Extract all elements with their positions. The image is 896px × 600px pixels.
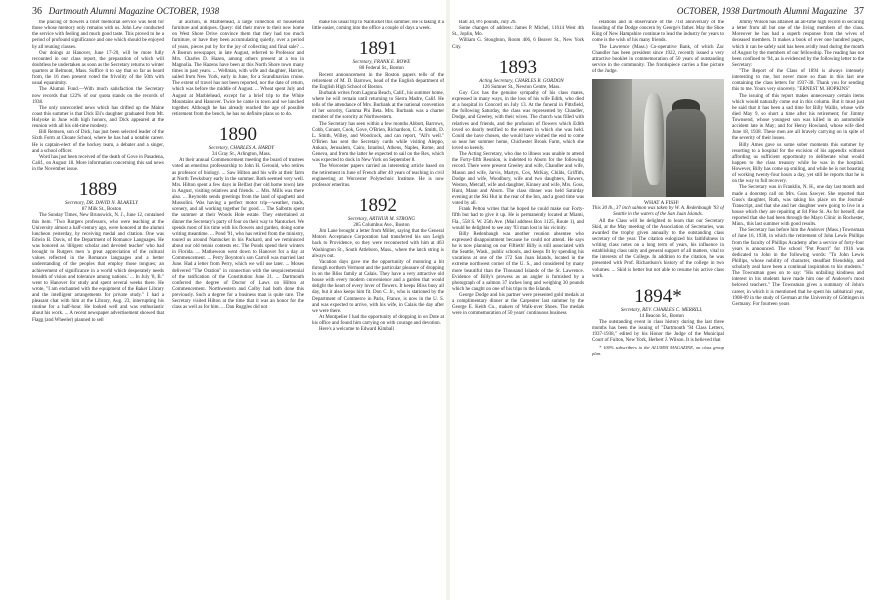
news-paragraph: Jimmy Wilson has attained an all-time high record in securing a letter from all but one of the living members of the class. Moreover he has had a superb response from the wives of deceased members. It makes a book of over one hundred pages, which it can be safely said has been avidly read during the month of August by the members of our fellowship. The reading has not been confined to '94, as is evidenced by the following letter to the Secretary: [732, 20, 864, 68]
news-paragraph: the placing of flowers a brief memorial service was held for those whose memory only remains with us. John Lew conducted the service with feeling and much good taste. This proved to be a period of profound significance and one which should be enjoyed by all reuning classes. [32, 20, 164, 50]
secretary-address: 80 Federal St., Boston [359, 66, 404, 72]
news-paragraph: Burbank writes from Laguna Beach, Calif., his summer home, where he will remain until returning to Sierra Madre, Calif. He tells of the attendance of Mrs. Burbank at the national convention of her sorority, Gamma Phi Beta. Mrs. Burbank was a charter member of the sorority at Northwestern. [312, 90, 444, 121]
news-paragraph: "The Report of the Class of 1894 is always intensely interesting to me, but never more so than in this last one containing the class letters for 1937-38. Thank you for sending this to me. Yours very sincerely. "ERNEST M. HOPKINS" [732, 69, 864, 93]
news-paragraph: The Secretary has before him the Andover (Mass.) Townsman of June 16, 1938, in which the retirement of John Lewis Phillips from the faculty of Phillips Academy after a service of forty-four years is announced. The school "Pot Pourri" for 1916 was dedicated to John in the following words: "To John Lewis Phillips, whose nobility of character, steadfast friendship, and scholarly zeal have been a continual inspiration to his students." The Townsman goes on to say: "His unfailing kindness and interest in his students have made him one of Andover's most beloved teachers." The Townsman gives a summary of John's career, in which it is mentioned that he spent his sabbatical year, 1908-09 in the study of German at the University of Göttingen in Germany. For fourteen years [732, 228, 864, 307]
class-year-heading: 1893 [499, 56, 537, 78]
news-paragraph: William G. Stoughton, Room 406, 6 Beaver St., New York City. [452, 38, 584, 50]
secretary-address: 34 Gray St., Arlington, Mass. [212, 152, 271, 158]
news-paragraph: relations and in observance of the 71st anniversary of the founding of the Dodge concern by George's father. May the Shoe King of New Hampshire continue to lead the industry for years to come is the wish of his many friends. [592, 20, 724, 44]
left-page [0, 0, 446, 600]
news-paragraph: The Secretary has seen within a few months Abbott, Barrows, Cobb, Conant, Cook, Gove, O'Brien, Richardson, C. A. Smith, D. L. Smith, Willey, and Woodcock, and can report, "All's well." O'Brien has sent the Secretary cards while visiting Aleppo, Ankara, Jerusalem, Cairo, Istanbul, Athens, Naples, Rome, and Geneva, and from the latter he expected to sail on the Rex, which was expected to dock in New York on September 8. [312, 121, 444, 164]
news-paragraph: The only unrecorded news which has drifted up the Maine coast this summer is that Dick Eli's daughter graduated from Mt. Holyoke in June with high honors, and Dick appeared at the reunion with all his old-time modesty. [32, 105, 164, 130]
news-paragraph: Jim Lane brought a letter from Miller, saying that the General Motors Acceptance Corporation had transferred his son Leigh back to Providence, so they were reconnected with him at 463 Washington St., South Attleboro, Mass., where the latch string is always out. [312, 229, 444, 259]
news-paragraph: George Dodge and his partner were presented gold medals at a complimentary dinner at the Carpenter last summer by the George E. Keith Co., makers of Walk-over Shoes. The medals were in commemoration of 50 years' continuous business [452, 293, 584, 317]
news-paragraph: At Montpelier I had the opportunity of dropping in on Dote at his office and found him carrying on with courage and devotion. [312, 314, 444, 326]
column [452, 20, 584, 598]
photo-caption [592, 200, 724, 218]
class-year-heading: 1894* [634, 285, 682, 307]
news-paragraph: Guy Cox has the genuine sympathy of his class mates, expressed in many ways, in the loss of his wife Edith, who died at a hospital in Concord on July 13. At the funeral in Pittsfield, the following Saturday, the class was represented by Chandler, Dodge, and Greeley, with their wives. The church was filled with relatives and friends, and the profusion of flowers which Edith loved so dearly testified to the esteem in which she was held. Could she have chosen, she would have wished the end to come so near her summer home, Chichester Brook Farm, which she loved so keenly. [452, 90, 584, 151]
news-paragraph: Recent announcement in the Boston papers tells of the retirement of M. D. Barrows, head of the English department of the English High School of Boston. [312, 72, 444, 90]
news-paragraph: Word has just been received of the death of Gove in Pasadena, Calif., on August 18. More information concerning this sad news in the November issue. [32, 154, 164, 172]
column [312, 20, 444, 598]
running-head-left [32, 6, 219, 17]
news-paragraph: Hall 3d, 8½ pounds, July 26. [459, 20, 517, 25]
news-paragraph: The Sunday Times, New Brunswick, N. J., June 12, contained this item. "Two Rutgers professors, who were teaching at the University almost a half-century ago, were honored at the alumni luncheon yesterday, by receiving medal and citation. One was Edwin B. Davis, of the Department of Romance Languages. He was honored as 'diligent scholar and devoted teacher' who had brought to Rutgers men 'a great appreciation of the cultural values reflected in the Romance languages and a better understanding of the peoples that employ those tongues; an achievement of significance in a world which desperately needs breadth of vision and tolerance among nations.' ... In July '8, B." went to Hanover for study and spent several weeks there. He wrote, "I am enchanted with the equipment of the Baker Library and the intelligent arrangements for private study." I had a pleasant chat with him at the Library, Aug. 23, interrupting his routine for a half-hour. He looked well and was enthusiastic about his work. ... A recent newspaper advertisement showed that Flagg (and Wheeler) planned to sell [32, 213, 164, 323]
page-number-left: 36 [32, 6, 42, 17]
photo-background [592, 79, 632, 197]
class-secretary: Acting Secretary, CHARLES B. GORDON [479, 78, 564, 84]
salmon-figure [644, 93, 664, 185]
news-paragraph: Our doings at Hanover, June 17-20, will be more fully recounted in our class report, the preparation of which will doubtless be undertaken as soon as the Secretary returns to winter quarters at Belmont, Mass. Suffice it to say that so far as heard from, the 16 men present voted the frivolity of the 50th with usual equanimity. [32, 50, 164, 87]
class-secretary: Secretary, FRANK E. ROWE [352, 60, 411, 66]
class-year-heading: 1889 [79, 179, 117, 201]
news-paragraph: The outstanding event in class history during the last three months has been the issuing of "Dartmouth '94 Class Letters, 1937-1938," edited by his Honor the Judge of the Municipal Court of Fulton, New York, Herbert J. Wilson. It is believed that [592, 320, 724, 344]
news-paragraph: Vacation days gave me the opportunity of motoring a bit through northern Vermont and the particular pleasure of dropping in on the Bliss family at Calais. They have a very attractive old house with every modern convenience and a garden that would delight the heart of every lover of flowers. It keeps Bliss busy all day, but it also keeps him fit. Don C. Jr., who is stationed by the Department of Commerce in Paris, France, is now in the U. S. and was expected to arrive, with his wife, in Calais the day after we were there. [312, 259, 444, 314]
news-paragraph: At their annual Commencement meeting the board of trustees voted an emeritus professorship to John H. Gerould, who retires as professor of biology. ... Saw Hilton and his wife at their farm at North Tewksbury early in the summer. Both seemed very well. Mrs. Hilton spent a few days in Belfast (her old home town) late in August, visiting relatives and friends. ... Mrs. Mills was there also. ... Reynolds sends greetings from the land of spaghetti and Mussolini. Was having a perfect motor trip—weather, roads, scenery, and all working together for good. ... The Salbotts spent the summer at their Woods Hole estate. They entertained at dinner the Secretary's party of four on their way to Nantucket. We spends most of his time with his flowers and garden, doing some writing meantime. ... Pond '91, who has retired from the ministry, toured us around Nantucket in his Packard, and we reminisced about our old tennis contests etc. The Ponds spend their winters in Florida. ... Mathewson went down to Hanover for a day at Commencement. ... Perry Boynton's son Carroll was married last June. Had a letter from Perry, which we will use later. ... Moses delivered "The Oration" in connection with the sesquicentennial of the ratification of the Constitution June 21. ... Dartmouth conferred the degree of Doctor of Laws on Hilton at Commencement. Northwestern and Colby had both done this previously. Such a degree for a business man is quite rare. The Secretary visited Hilton at the time that it was an honor for the class as well as for him. ... Dan Ruggles did not [172, 158, 304, 311]
secretary-address: 126 Sumner St., Newton Centre, Mass. [482, 84, 561, 90]
class-secretary: Secretary, REV. CHARLES C. MERRILL [620, 307, 703, 313]
class-secretary: Secretary, ARTHUR M. STRONG [347, 216, 416, 222]
news-paragraph: The Lawrence (Mass.) Co-operative Bank, of which Zac Chandler has been president since 1922, recently issued a very attractive booklet in commemoration of 50 years of outstanding service in the community. The frontispiece carries a fine picture of the Judge. [592, 44, 724, 74]
news-paragraph: Billy Ames gave us some sober moments this summer by resorting to a hospital for the excision of his appendix without affording us sufficient opportunity to deliberate what would happen to the class treasury while he was in the hospital. However, Billy has come up smiling, and while he is not boasting of working twenty-four hours a day, yet still he reports that he is on the way to full recovery. [732, 142, 864, 185]
class-secretary: Secretary, DR. DAVID N. BLAKELY [65, 201, 138, 207]
secretary-address: 14 Beacon St., Boston [639, 313, 684, 319]
news-paragraph: The issuing of this report makes unnecessary certain items which would naturally come out in this column. But it must just be said that it has been a sad time for Billy Wallis, whose wife died May 9, so short a time after his retirement; for Jimmy Townsend, whose youngest son was killed in an automobile accident late in May; and for Henry Howland, whose wife died June 18, 1938. These men are all bravely carrying on in spite of the severity of their losses. [732, 93, 864, 142]
class-secretary: Secretary, CHARLES A. HARDY [208, 146, 275, 151]
man-figure [666, 109, 706, 197]
column [32, 20, 164, 598]
column [732, 20, 864, 598]
column [172, 20, 304, 598]
news-paragraph: Some changes of address: James P. Michel, 11614 West 4th St., Joplin, Mo. [452, 26, 584, 38]
footnote: * 100% subscribers to the ALUMNI MAGAZINE, on class group plan. [592, 344, 724, 356]
running-head-title-right: OCTOBER, 1938 Dartmouth Alumni Magazine [676, 6, 848, 16]
news-paragraph: All the Class will be delighted to learn that our Secretary Skid, at the May meeting of the Association of Secretaries, was awarded the trophy given annually to the outstanding class secretary of the year. The citation eulogized his faithfulness in writing class notes on a long term of years, his influence in establishing class unity and general support of all matters, vital to the interests of the College. In addition to the citation, he was presented with Prof. Richardson's history of the college in two volumes. ... Skid is better but not able to resume his active class work. [592, 218, 724, 279]
news-paragraph: make his usual trip to Nantucket this summer. He is taking it a little easier, coming into the office a couple of days a week. [312, 20, 444, 32]
running-head-right [677, 6, 864, 17]
news-paragraph: Frank Pelton writes that he hoped he could make our Forty-fifth but had to give it up. He is permanently located at Miami, Fla., 558 S. W. 25th Ave. (Mail address Box 1125, Route 1), and would be delighted to see any '93 man lost in his vicinity. [452, 207, 584, 231]
running-head-title-left: Dartmouth Alumni Magazine OCTOBER, 1938 [48, 6, 220, 16]
photo-caption-title: WHAT A FISH! [644, 200, 679, 207]
photo-caption-text: This 30 lb., 37 inch salmon was taken by W. A. Redenbaugh '93 of Seattle in the waters of the San Juan Islands. [592, 206, 724, 218]
page-number-right: 37 [854, 6, 864, 17]
news-paragraph: Bill Remsen, son of Dick, has just been selected leader of the Sixth Form at Choate School, where he has had a notable career. He is captain-elect of the hockey team, a debater and a singer, and a school officer. [32, 130, 164, 154]
salmon-photo [592, 79, 724, 197]
secretary-address: 285 Columbus Ave., Boston [353, 223, 410, 228]
secretary-address: 87 Milk St., Boston [81, 207, 122, 213]
column [592, 20, 724, 598]
news-paragraph: Here's a welcome to Edward Kimball [319, 327, 394, 333]
class-year-heading: 1892 [359, 194, 397, 216]
right-page [450, 0, 896, 600]
news-paragraph: at auction, in Marblehead, a large collection of household furniture and antiques. Query: did their move to their new home on West Shore Drive convince them that they had too much furniture, or have they been accumulating quietly, over a period of years, pieces put by for the joy of collecting and final sale? ... A Boston newspaper, in late August, referred to Professor and Mrs. Charles D. Hazen, among others present at a tea in Magnolia. The Hazens have been at this North Shore town many times in past years. ... Wellman, with wife and daughter, Harriet, sailed from New York, early in June, for a Scandinavian cruise. The extent of travel has not been reported, nor the date of return, which was before the middle of August. ... Wheat spent July and August at Marblehead, except for a brief trip to the White Mountains and Hanover. Twice he came in town and we lunched together. Although he has already reached the age of possible retirement from the bench, he has no definite plans so to do. [172, 20, 304, 117]
news-paragraph: The Worcester papers carried an interesting article based on the retirement in June of French after 40 years of teaching in civil engineering at Worcester Polytechnic Institute. He is now professor emeritus. [312, 164, 444, 188]
news-paragraph: The Secretary was in Franklin, N. H., one day last month and made a doorstep call on Mrs. Guss Sawyer. She reported that Guss's daughter, Ruth, was taking his place on the Journal-Transcript, and that she and her daughter were going to live in a house which they are repairing at 84 Pine St. As for herself, she reported that she had been through the Mayo Clinic in Rochester, Minn., this last summer with good results. [732, 185, 864, 228]
news-paragraph: The Alumni Fund.—With much satisfaction the Secretary now records that 122% of our quota stands on the records of 1938. [32, 87, 164, 105]
news-paragraph: The Acting Secretary, who due to illness was unable to attend the Forty-fifth Reunion, is indebted to Aborn for the following record. There were present Greeley and wife, Chandler and wife, Mason and wife, Jarvis, Martyn, Cox, McKay, Childs, Griffith, Dodge and wife, Woodbury, wife and two daughters, Bowers, Weston, Metcalf, wife and daughter, Kinney and wife, Mrs. Goss, Hunt, Mann and Aborn. The class dinner was held Saturday evening at the Ski Hut in the rear of the Inn, and a good time was voted by all. [452, 152, 584, 207]
class-year-heading: 1890 [219, 124, 257, 145]
class-year-heading: 1891 [359, 38, 397, 60]
news-paragraph: Billy Redenbaugh was another reunion absentee who expressed disappointment because he could not attend. He says he is now planning on our Fiftieth! Billy is still associated with the Seattle, Wash., public schools, and keeps fit by spending his vacations at one of the 172 San Juan Islands, located in the extreme northwest corner of the U. S., and considered by many more beautiful than the Thousand Islands of the St. Lawrence. Evidence of Billy's prowess as an angler is furnished by a photograph of a salmon 37 inches long and weighing 30 pounds which he caught on one of his trips to the Islands. [452, 231, 584, 292]
